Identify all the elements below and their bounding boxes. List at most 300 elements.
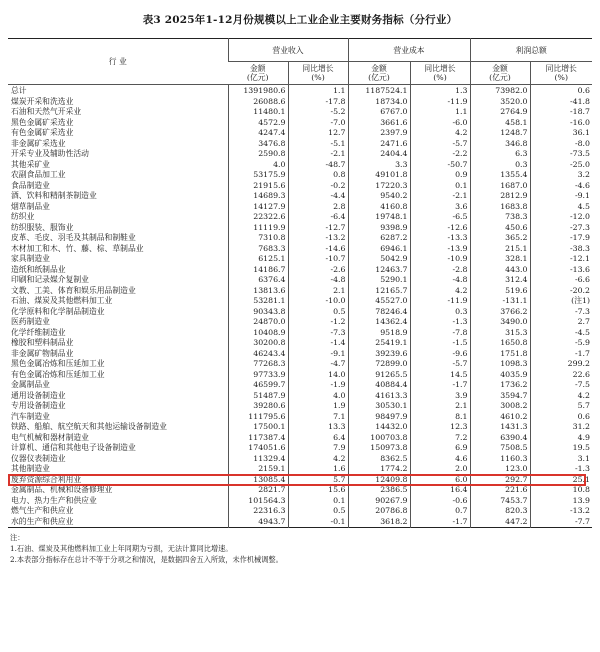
table-row: [8, 401, 592, 412]
cell-value: 14186.7: [228, 265, 288, 276]
cell-value: 77268.3: [228, 359, 288, 370]
cell-value: 2764.9: [470, 107, 530, 118]
cell-value: 0.7: [410, 506, 470, 517]
industry-name: 汽车制造业: [11, 411, 50, 421]
cell-value: 39239.6: [348, 349, 410, 360]
cell-value: 26088.6: [228, 97, 288, 108]
cell-value: 13085.4: [228, 475, 288, 486]
industry-name: 电气机械和器材制造业: [11, 432, 89, 442]
cell-value: 25.1: [530, 475, 592, 486]
table-row: [8, 170, 592, 181]
cell-value: 3520.0: [470, 97, 530, 108]
note-heading: 注：: [10, 533, 25, 542]
cell-value: -5.7: [410, 139, 470, 150]
cell-value: 24870.0: [228, 317, 288, 328]
table-row: [8, 128, 592, 139]
cell-value: 1160.3: [470, 454, 530, 465]
cell-value: -1.7: [530, 349, 592, 360]
cell-value: 4943.7: [228, 517, 288, 528]
cell-value: 7.1: [288, 412, 348, 423]
cell-value: 6.3: [470, 149, 530, 160]
industry-name: 皮革、毛皮、羽毛及其制品和制鞋业: [11, 233, 136, 242]
cell-value: 820.3: [470, 506, 530, 517]
cell-value: 1650.8: [470, 338, 530, 349]
note-1: 1.石油、煤炭及其他燃料加工业上年同期为亏损，无法计算同比增速。: [10, 544, 233, 553]
industry-name: 文教、工美、体育和娱乐用品制造业: [11, 285, 136, 295]
table-row: [8, 370, 592, 381]
cell-value: 45527.0: [348, 296, 410, 307]
cell-value: 1355.4: [470, 170, 530, 181]
industry-name: 印刷和记录媒介复制业: [11, 275, 89, 284]
cell-value: -73.5: [530, 149, 592, 160]
cell-value: 13.9: [530, 496, 592, 507]
table-row: [8, 328, 592, 339]
cell-value: -12.6: [410, 223, 470, 234]
cell-value: 12.3: [410, 422, 470, 433]
note-2: 2.本表部分指标存在总计不等于分项之和情况，是数据四舍五入所致，未作机械调整。: [10, 555, 283, 564]
industry-name: 计算机、通信和其他电子设备制造业: [11, 443, 136, 452]
cell-value: -48.7: [288, 160, 348, 171]
cell-value: 450.6: [470, 223, 530, 234]
cell-value: 1774.2: [348, 464, 410, 475]
cell-value: 7453.7: [470, 496, 530, 507]
cell-value: -13.3: [410, 233, 470, 244]
cell-value: 100703.8: [348, 433, 410, 444]
header-amount: 金额 (亿元): [470, 62, 530, 85]
cell-value: 36.1: [530, 128, 592, 139]
cell-value: 1391980.6: [228, 85, 288, 97]
table-row: [8, 265, 592, 276]
industry-name: 医药制造业: [11, 317, 50, 326]
header-cost: 营业成本: [348, 39, 470, 62]
table-row: [8, 485, 592, 496]
table-row: [8, 422, 592, 433]
cell-value: -4.6: [530, 181, 592, 192]
cell-value: 1.9: [288, 401, 348, 412]
cell-value: 215.1: [470, 244, 530, 255]
cell-value: -7.8: [410, 328, 470, 339]
cell-value: 6946.1: [348, 244, 410, 255]
cell-value: 51487.9: [228, 391, 288, 402]
cell-value: 0.6: [530, 85, 592, 97]
cell-value: 7310.8: [228, 233, 288, 244]
cell-value: -1.3: [530, 464, 592, 475]
cell-value: -2.6: [288, 265, 348, 276]
cell-value: 1187524.1: [348, 85, 410, 97]
cell-value: 12.7: [288, 128, 348, 139]
industry-name: 煤炭开采和洗选业: [11, 96, 74, 106]
cell-value: -50.7: [410, 160, 470, 171]
cell-value: 4035.9: [470, 370, 530, 381]
table-row: [8, 160, 592, 171]
table-row: [8, 212, 592, 223]
cell-value: -11.9: [410, 97, 470, 108]
cell-value: -2.1: [288, 149, 348, 160]
cell-value: -4.5: [530, 328, 592, 339]
cell-value: 2.1: [288, 286, 348, 297]
cell-value: -18.7: [530, 107, 592, 118]
table-row: [8, 244, 592, 255]
cell-value: 2812.9: [470, 191, 530, 202]
table-row: [8, 359, 592, 370]
cell-value: 3661.6: [348, 118, 410, 129]
cell-value: 25419.1: [348, 338, 410, 349]
cell-value: 72899.0: [348, 359, 410, 370]
header-growth: 同比增长 (%): [530, 62, 592, 85]
cell-value: -0.2: [288, 181, 348, 192]
cell-value: 111795.6: [228, 412, 288, 423]
cell-value: 9540.2: [348, 191, 410, 202]
cell-value: -1.3: [410, 317, 470, 328]
cell-value: -1.4: [288, 338, 348, 349]
cell-value: 1.1: [288, 85, 348, 97]
table-row: [8, 317, 592, 328]
cell-value: -4.8: [410, 275, 470, 286]
cell-value: 22316.3: [228, 506, 288, 517]
cell-value: 5290.1: [348, 275, 410, 286]
industry-name: 专用设备制造业: [11, 401, 66, 410]
industry-name: 化学纤维制造业: [11, 327, 66, 337]
cell-value: (注1): [530, 296, 592, 307]
header-row-groups: [8, 39, 592, 62]
industry-name: 食品制造业: [11, 180, 50, 190]
cell-value: -12.0: [530, 212, 592, 223]
cell-value: -9.1: [288, 349, 348, 360]
cell-value: 5042.9: [348, 254, 410, 265]
table-row: [8, 85, 592, 97]
cell-value: 4.2: [410, 286, 470, 297]
cell-value: -1.7: [410, 517, 470, 528]
cell-value: -6.5: [410, 212, 470, 223]
cell-value: -13.2: [530, 506, 592, 517]
table-row: [8, 139, 592, 150]
cell-value: 19.5: [530, 443, 592, 454]
cell-value: 18734.0: [348, 97, 410, 108]
table-row: [8, 454, 592, 465]
cell-value: -10.9: [410, 254, 470, 265]
cell-value: 1.3: [410, 85, 470, 97]
cell-value: 46243.4: [228, 349, 288, 360]
cell-value: -6.0: [410, 118, 470, 129]
cell-value: 22.6: [530, 370, 592, 381]
cell-value: -4.7: [288, 359, 348, 370]
cell-value: 2471.6: [348, 139, 410, 150]
cell-value: 0.6: [530, 412, 592, 423]
industry-name: 石油和天然气开采业: [11, 107, 82, 116]
cell-value: 2.7: [530, 317, 592, 328]
cell-value: 14.5: [410, 370, 470, 381]
cell-value: 14362.4: [348, 317, 410, 328]
cell-value: 14.0: [288, 370, 348, 381]
cell-value: 365.2: [470, 233, 530, 244]
cell-value: 5.7: [530, 401, 592, 412]
cell-value: 9398.9: [348, 223, 410, 234]
cell-value: 17220.3: [348, 181, 410, 192]
table-row: [8, 286, 592, 297]
cell-value: 14432.0: [348, 422, 410, 433]
cell-value: 1098.3: [470, 359, 530, 370]
cell-value: 6390.4: [470, 433, 530, 444]
industry-name: 通用设备制造业: [11, 390, 66, 400]
cell-value: -1.2: [288, 317, 348, 328]
industry-name: 金属制品业: [11, 380, 50, 389]
cell-value: -41.8: [530, 97, 592, 108]
cell-value: -7.7: [530, 517, 592, 528]
cell-value: 346.8: [470, 139, 530, 150]
cell-value: 443.0: [470, 265, 530, 276]
header-profit: 利润总额: [470, 39, 592, 62]
cell-value: -2.8: [410, 265, 470, 276]
table-body: [8, 85, 592, 528]
table-row: [8, 107, 592, 118]
cell-value: 7.9: [288, 443, 348, 454]
cell-value: -1.5: [410, 338, 470, 349]
cell-value: 0.8: [288, 170, 348, 181]
cell-value: 10408.9: [228, 328, 288, 339]
industry-name: 其他采矿业: [11, 159, 50, 169]
cell-value: 3476.8: [228, 139, 288, 150]
header-amount: 金额 (亿元): [348, 62, 410, 85]
cell-value: 4.5: [530, 202, 592, 213]
cell-value: 4.2: [288, 454, 348, 465]
table-row: [8, 380, 592, 391]
cell-value: 1431.3: [470, 422, 530, 433]
cell-value: 117387.4: [228, 433, 288, 444]
cell-value: -4.4: [288, 191, 348, 202]
table-row: [8, 254, 592, 265]
cell-value: 292.7: [470, 475, 530, 486]
cell-value: 2821.7: [228, 485, 288, 496]
cell-value: -2.2: [410, 149, 470, 160]
cell-value: 4572.9: [228, 118, 288, 129]
cell-value: 4.9: [530, 433, 592, 444]
cell-value: 3.1: [530, 454, 592, 465]
industry-name: 燃气生产和供应业: [11, 506, 74, 515]
cell-value: -14.6: [288, 244, 348, 255]
page-title: 表3 2025年1-12月份规模以上工业企业主要财务指标（分行业）: [142, 14, 458, 26]
industry-name: 仪器仪表制造业: [11, 453, 66, 463]
industry-name: 纺织业: [11, 212, 35, 221]
table-row: [8, 338, 592, 349]
cell-value: 4247.4: [228, 128, 288, 139]
cell-value: 4.0: [228, 160, 288, 171]
cell-value: 1.1: [410, 107, 470, 118]
cell-value: 15.6: [288, 485, 348, 496]
cell-value: 7683.3: [228, 244, 288, 255]
header-growth: 同比增长 (%): [288, 62, 348, 85]
cell-value: 46599.7: [228, 380, 288, 391]
cell-value: 11119.9: [228, 223, 288, 234]
cell-value: 101564.3: [228, 496, 288, 507]
header-amount: 金额 (亿元): [246, 64, 269, 82]
cell-value: 53175.9: [228, 170, 288, 181]
cell-value: -131.1: [470, 296, 530, 307]
table-row: [8, 191, 592, 202]
industry-name: 非金属矿采选业: [11, 138, 66, 148]
industry-name: 橡胶和塑料制品业: [11, 338, 74, 347]
cell-value: -6.6: [530, 275, 592, 286]
cell-value: -9.1: [530, 191, 592, 202]
industry-name: 铁路、船舶、航空航天和其他运输设备制造业: [11, 422, 167, 431]
cell-value: 2386.5: [348, 485, 410, 496]
cell-value: 6287.2: [348, 233, 410, 244]
cell-value: 123.0: [470, 464, 530, 475]
footnotes: [10, 532, 283, 565]
cell-value: -11.9: [410, 296, 470, 307]
table-row: [8, 307, 592, 318]
cell-value: -5.2: [288, 107, 348, 118]
cell-value: 519.6: [470, 286, 530, 297]
cell-value: 21915.6: [228, 181, 288, 192]
cell-value: -7.3: [288, 328, 348, 339]
cell-value: 31.2: [530, 422, 592, 433]
industry-name: 水的生产和供应业: [11, 516, 74, 526]
cell-value: 0.5: [288, 307, 348, 318]
cell-value: 49101.8: [348, 170, 410, 181]
table-row: [8, 233, 592, 244]
header-revenue: 营业收入: [228, 39, 348, 62]
cell-value: 3490.0: [470, 317, 530, 328]
cell-value: 8.1: [410, 412, 470, 423]
cell-value: 5.7: [288, 475, 348, 486]
cell-value: 3.3: [348, 160, 410, 171]
cell-value: 2.8: [288, 202, 348, 213]
industry-name: 电力、热力生产和供应业: [11, 495, 97, 505]
table-row: [8, 118, 592, 129]
cell-value: 4160.8: [348, 202, 410, 213]
industry-name: 化学原料和化学制品制造业: [11, 306, 105, 316]
cell-value: -0.1: [288, 517, 348, 528]
cell-value: 0.3: [470, 160, 530, 171]
cell-value: 174051.6: [228, 443, 288, 454]
industry-name: 烟草制品业: [11, 201, 50, 211]
cell-value: -7.0: [288, 118, 348, 129]
table-row: [8, 517, 592, 528]
cell-value: 10.8: [530, 485, 592, 496]
cell-value: 1.6: [288, 464, 348, 475]
cell-value: 299.2: [530, 359, 592, 370]
cell-value: -5.1: [288, 139, 348, 150]
cell-value: -20.2: [530, 286, 592, 297]
cell-value: 11329.4: [228, 454, 288, 465]
cell-value: 4.2: [530, 391, 592, 402]
cell-value: 14127.9: [228, 202, 288, 213]
cell-value: 3.6: [410, 202, 470, 213]
cell-value: 328.1: [470, 254, 530, 265]
cell-value: -9.6: [410, 349, 470, 360]
cell-value: 7.2: [410, 433, 470, 444]
industry-name: 农副食品加工业: [11, 170, 66, 179]
cell-value: 0.1: [410, 181, 470, 192]
table-row: [8, 433, 592, 444]
cell-value: -0.6: [410, 496, 470, 507]
table-row: [8, 202, 592, 213]
cell-value: -4.8: [288, 275, 348, 286]
cell-value: -17.8: [288, 97, 348, 108]
industry-name: 总计: [11, 86, 27, 95]
cell-value: 6376.4: [228, 275, 288, 286]
industry-name: 纺织服装、服饰业: [11, 222, 74, 232]
cell-value: 98497.9: [348, 412, 410, 423]
cell-value: 1736.2: [470, 380, 530, 391]
cell-value: 1687.0: [470, 181, 530, 192]
highlight-box: [8, 474, 586, 487]
cell-value: 3766.2: [470, 307, 530, 318]
cell-value: 6125.1: [228, 254, 288, 265]
cell-value: 30200.8: [228, 338, 288, 349]
table-row: [8, 496, 592, 507]
cell-value: 12165.7: [348, 286, 410, 297]
cell-value: 12409.8: [348, 475, 410, 486]
table-row: [8, 296, 592, 307]
cell-value: 30530.1: [348, 401, 410, 412]
cell-value: 97733.9: [228, 370, 288, 381]
table-row: [8, 391, 592, 402]
cell-value: 447.2: [470, 517, 530, 528]
industry-name: 开采专业及辅助性活动: [11, 149, 89, 158]
cell-value: 2404.4: [348, 149, 410, 160]
table-row: [8, 443, 592, 454]
cell-value: 2.1: [410, 401, 470, 412]
cell-value: 4.0: [288, 391, 348, 402]
cell-value: 6767.0: [348, 107, 410, 118]
cell-value: 90343.8: [228, 307, 288, 318]
cell-value: 9518.9: [348, 328, 410, 339]
cell-value: 3008.2: [470, 401, 530, 412]
table-row: [8, 223, 592, 234]
cell-value: 4.2: [410, 128, 470, 139]
cell-value: 41613.3: [348, 391, 410, 402]
cell-value: 19748.1: [348, 212, 410, 223]
industry-name: 金属制品、机械和设备修理业: [11, 485, 113, 494]
industry-name: 酒、饮料和精制茶制造业: [11, 191, 97, 200]
industry-name: 石油、煤炭及其他燃料加工业: [11, 296, 113, 305]
header-industry: 行 业: [8, 39, 228, 85]
cell-value: 458.1: [470, 118, 530, 129]
cell-value: 20786.8: [348, 506, 410, 517]
cell-value: -16.0: [530, 118, 592, 129]
cell-value: 91265.5: [348, 370, 410, 381]
table-row: [8, 97, 592, 108]
cell-value: 221.6: [470, 485, 530, 496]
cell-value: -38.3: [530, 244, 592, 255]
cell-value: 17500.1: [228, 422, 288, 433]
industry-name: 废弃资源综合利用业: [11, 474, 82, 484]
cell-value: 1248.7: [470, 128, 530, 139]
cell-value: 315.3: [470, 328, 530, 339]
cell-value: -25.0: [530, 160, 592, 171]
cell-value: 13813.6: [228, 286, 288, 297]
cell-value: -1.7: [410, 380, 470, 391]
industry-name: 黑色金属冶炼和压延加工业: [11, 359, 105, 368]
table-row: [8, 506, 592, 517]
cell-value: 40884.4: [348, 380, 410, 391]
cell-value: 2159.1: [228, 464, 288, 475]
cell-value: -1.9: [288, 380, 348, 391]
cell-value: 1751.8: [470, 349, 530, 360]
cell-value: 39280.6: [228, 401, 288, 412]
table-row: [8, 181, 592, 192]
industry-name: 其他制造业: [11, 464, 50, 473]
cell-value: -12.7: [288, 223, 348, 234]
cell-value: 6.0: [410, 475, 470, 486]
table-row: [8, 412, 592, 423]
cell-value: -7.3: [530, 307, 592, 318]
table-row: [8, 349, 592, 360]
cell-value: 150973.8: [348, 443, 410, 454]
cell-value: 22322.6: [228, 212, 288, 223]
cell-value: 0.5: [288, 506, 348, 517]
